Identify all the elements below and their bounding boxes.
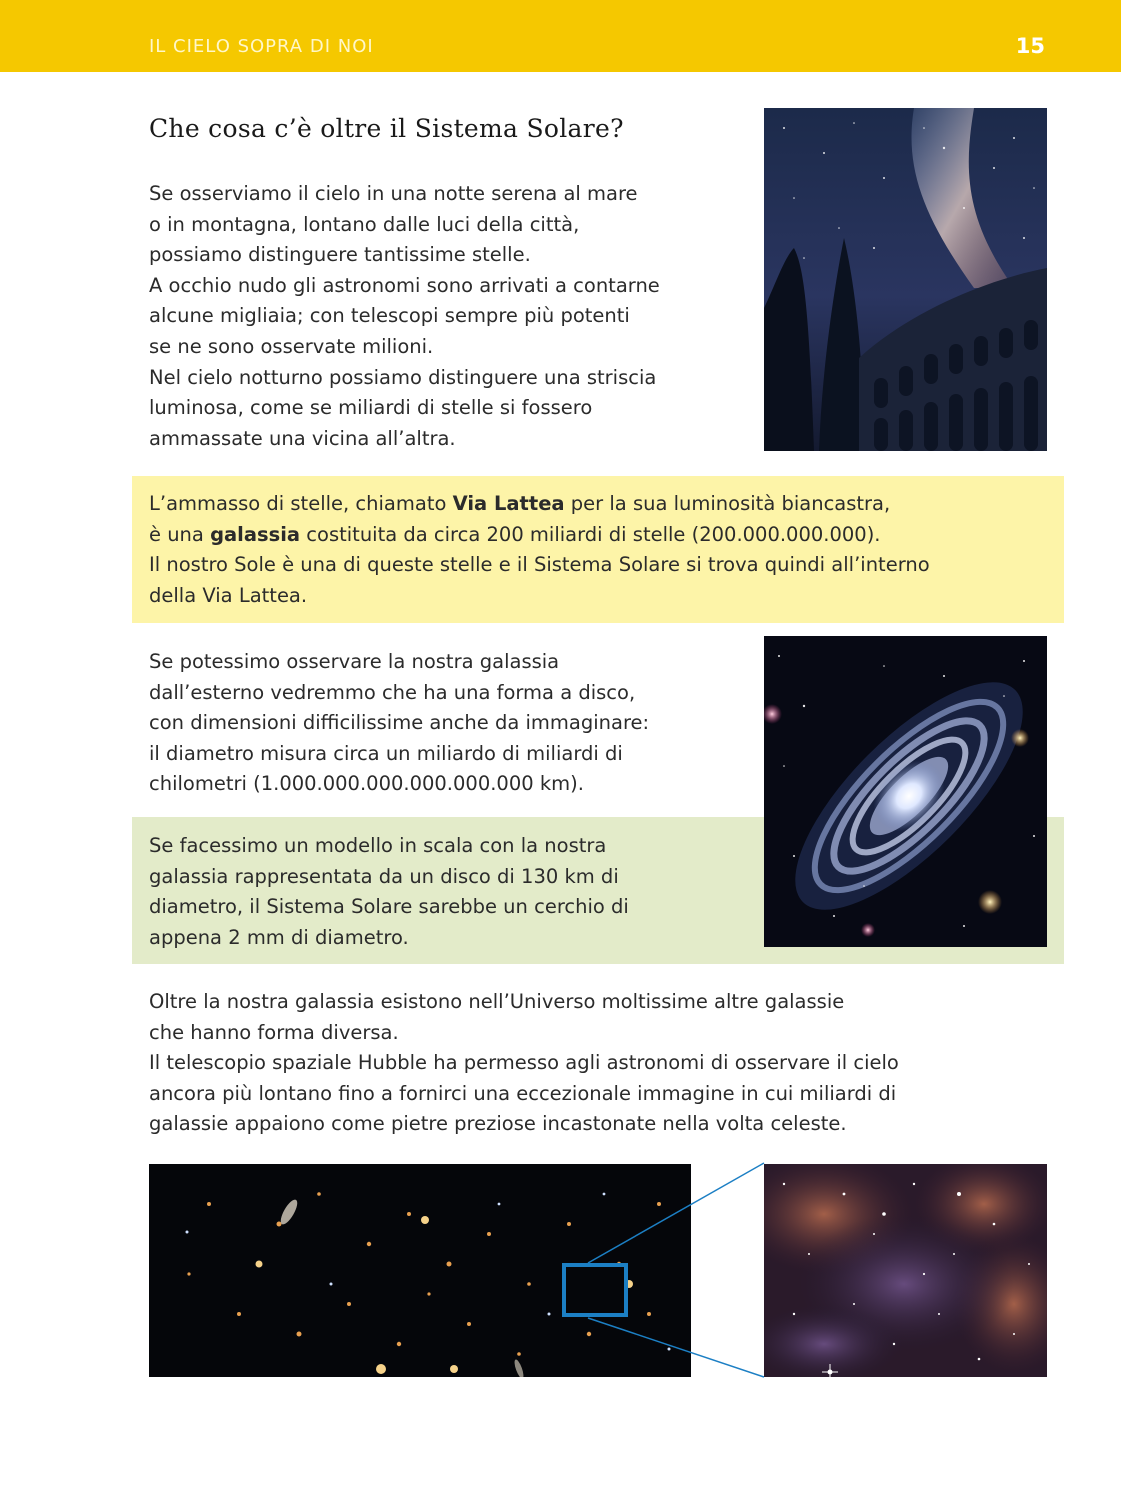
universe-line: che hanno forma diversa. — [149, 1020, 399, 1044]
intro-line: alcune migliaia; con telescopi sempre più potenti — [149, 304, 630, 328]
universe-line: Il telescopio spaziale Hubble ha permesso agli astronomi di osservare il cielo — [149, 1051, 899, 1075]
scale-line: Se facessimo un modello in scala con la nostra — [149, 834, 607, 857]
intro-line: A occhio nudo gli astronomi sono arrivati a contarne — [149, 273, 660, 297]
intro-line: Nel cielo notturno possiamo distinguere una striscia — [149, 365, 657, 389]
galaxy-line: chilometri (1.000.000.000.000.000.000 km). — [149, 772, 584, 796]
via-lattea-term: Via Lattea — [452, 492, 565, 515]
chapter-title: IL CIELO SOPRA DI NOI — [149, 36, 374, 57]
universe-line: ancora più lontano fino a fornirci una eccezionale immagine in cui miliardi di — [149, 1081, 897, 1105]
highlight-line: della Via Lattea. — [149, 583, 308, 607]
universe-paragraph — [149, 987, 899, 1140]
scale-line: appena 2 mm di diametro. — [149, 925, 409, 949]
highlight-line: Il nostro Sole è una di queste stelle e il Sistema Solare si trova quindi all’interno — [149, 553, 930, 577]
universe-line: galassie appaiono come pietre preziose incastonate nella volta celeste. — [149, 1112, 847, 1136]
highlight-line — [149, 489, 930, 520]
scale-model-paragraph — [149, 831, 629, 953]
intro-line: luminosa, come se miliardi di stelle si fossero — [149, 396, 593, 420]
galaxy-line: dall’esterno vedremmo che ha una forma a disco, — [149, 680, 636, 704]
section-heading: Che cosa c’è oltre il Sistema Solare? — [149, 114, 624, 143]
galaxy-line: con dimensioni difficilissime anche da immaginare: — [149, 711, 650, 735]
colosseum-milky-way-photo — [764, 108, 1047, 451]
page-header — [0, 0, 1121, 72]
spiral-galaxy-photo — [764, 636, 1047, 947]
zoomed-galaxies-photo — [764, 1164, 1047, 1377]
text-run: costituita da circa 200 miliardi di stelle (200.000.000.000). — [300, 522, 881, 546]
intro-line: o in montagna, lontano dalle luci della città, — [149, 212, 580, 236]
universe-line: Oltre la nostra galassia esistono nell’Universo moltissime altre galassie — [149, 990, 845, 1013]
galassia-term: galassia — [210, 522, 301, 546]
intro-paragraph — [149, 179, 660, 454]
intro-line: se ne sono osservate milioni. — [149, 334, 434, 358]
zoom-connector-lines — [560, 1160, 770, 1380]
galaxy-line: il diametro misura circa un miliardo di miliardi di — [149, 741, 623, 765]
via-lattea-paragraph — [149, 489, 930, 611]
galaxy-paragraph — [149, 647, 649, 800]
scale-line: galassia rappresentata da un disco di 130 km di — [149, 864, 619, 888]
text-run: per la sua luminosità biancastra, — [564, 492, 891, 515]
intro-line: Se osserviamo il cielo in una notte serena al mare — [149, 182, 638, 205]
intro-line: possiamo distinguere tantissime stelle. — [149, 243, 531, 267]
highlight-line — [149, 520, 930, 551]
page-number: 15 — [1015, 34, 1045, 58]
text-run: è una — [149, 522, 211, 546]
text-run: L’ammasso di stelle, chiamato — [149, 492, 453, 515]
scale-line: diametro, il Sistema Solare sarebbe un cerchio di — [149, 895, 629, 919]
galaxy-line: Se potessimo osservare la nostra galassia — [149, 650, 560, 673]
intro-line: ammassate una vicina all’altra. — [149, 426, 456, 450]
